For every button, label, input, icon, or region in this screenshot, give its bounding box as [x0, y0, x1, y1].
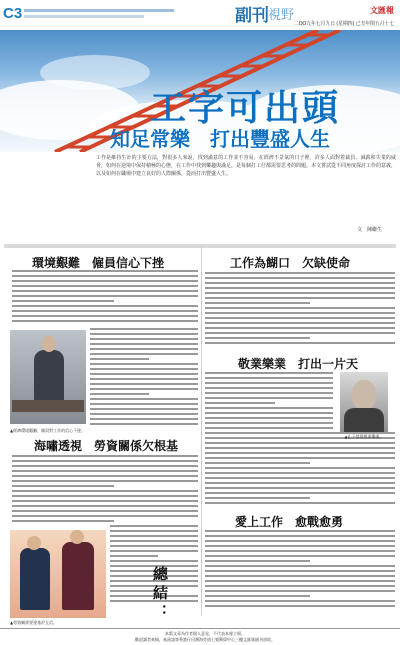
robe	[344, 408, 384, 432]
text-line	[205, 442, 395, 444]
figure-head	[42, 336, 56, 352]
text-line	[205, 427, 333, 429]
text-line	[205, 477, 395, 479]
footer-note: 歡迎讀者來稿，來函請寄香港仔田灣海旁道七號興偉中心三樓文匯報副刊部收。	[135, 637, 275, 642]
figure	[62, 542, 94, 610]
issue-date: 二OO九年七月九日 (星期四) 已丑年閏五月十七	[293, 21, 394, 27]
text-line	[90, 348, 198, 350]
text-line	[205, 297, 395, 299]
text-line	[205, 272, 395, 274]
subheadline: 知足常樂 打出豐盛人生	[110, 127, 330, 151]
article-body	[12, 270, 198, 328]
text-line	[90, 398, 198, 400]
text-line	[110, 560, 198, 562]
figure	[34, 350, 64, 404]
text-line	[12, 275, 198, 277]
text-line	[12, 465, 198, 467]
text-line	[90, 393, 149, 395]
section-heading: 敬業樂業 打出一片天	[238, 357, 359, 371]
intro-paragraph: 工作是維持生計的主要方法，對很多人來說，找到滿意的工作並不容易。在經濟不景氣的日子裡，許多人面對着裁員、減薪和失業的威脅，如何在逆境中保持積極的心態，在工作中找到樂趣與滿足，是每個打工仔都需要思考的問題。本文嘗試從不同角度探討工作的意義，以及如何在職場中建立良好的人際關係，從而打出豐盛人生。	[96, 155, 396, 177]
header-rule	[24, 15, 144, 18]
text-line	[205, 570, 395, 572]
article-body	[205, 432, 395, 510]
text-line	[205, 277, 395, 279]
hero-banner	[0, 30, 400, 152]
text-line	[205, 397, 333, 399]
text-line	[90, 333, 198, 335]
section-heading: 海嘯透視 勞資關係欠根基	[34, 439, 179, 453]
text-line	[12, 455, 198, 457]
text-line	[90, 408, 198, 410]
text-line	[205, 472, 395, 474]
byline: 文 陳繼生	[356, 227, 382, 233]
text-line	[205, 492, 395, 494]
text-line	[12, 490, 198, 492]
text-line	[205, 575, 395, 577]
section-heading: 工作為餬口 欠缺使命	[230, 256, 351, 270]
text-line	[205, 317, 395, 319]
text-line	[205, 550, 395, 552]
text-line	[12, 500, 198, 502]
text-line	[12, 270, 198, 272]
figure	[20, 548, 50, 610]
section-divider-bar	[4, 244, 396, 248]
text-line	[90, 373, 198, 375]
section-subtitle: 視野	[268, 8, 295, 23]
text-line	[12, 495, 198, 497]
text-line	[12, 300, 114, 302]
text-line	[90, 328, 198, 330]
photo-caption: ▲孔子提倡敬業樂業。	[344, 434, 384, 439]
text-line	[205, 595, 310, 597]
text-line	[205, 590, 395, 592]
photo-caption: ▲經濟環境艱難，僱員對工作的信心下挫。	[10, 428, 86, 433]
text-line	[205, 342, 395, 344]
text-line	[205, 412, 333, 414]
text-line	[110, 545, 198, 547]
article-body	[205, 530, 395, 610]
header-rule	[24, 9, 174, 12]
text-line	[110, 555, 158, 557]
text-line	[205, 287, 395, 289]
text-line	[12, 315, 198, 317]
footer	[0, 628, 400, 645]
text-line	[205, 392, 333, 394]
text-line	[205, 555, 395, 557]
text-line	[12, 520, 114, 522]
text-line	[205, 402, 275, 404]
article-body	[205, 272, 395, 350]
article-body	[205, 372, 333, 432]
text-line	[205, 540, 395, 542]
text-line	[205, 502, 395, 504]
text-line	[90, 413, 198, 415]
page-number: C3	[3, 5, 23, 22]
text-line	[12, 510, 198, 512]
figure-head	[70, 530, 84, 544]
text-line	[90, 353, 198, 355]
text-line	[12, 280, 198, 282]
section-title: 副刊	[235, 6, 269, 26]
text-line	[90, 383, 198, 385]
text-line	[205, 302, 310, 304]
text-line	[90, 378, 198, 380]
text-line	[90, 363, 198, 365]
text-line	[205, 452, 395, 454]
text-line	[12, 470, 198, 472]
text-line	[110, 540, 198, 542]
text-line	[205, 322, 395, 324]
text-line	[205, 407, 333, 409]
text-line	[205, 387, 333, 389]
text-line	[110, 530, 198, 532]
text-line	[205, 457, 395, 459]
text-line	[12, 290, 198, 292]
text-line	[205, 545, 395, 547]
masthead	[0, 0, 400, 30]
text-line	[205, 447, 395, 449]
text-line	[205, 487, 395, 489]
text-line	[205, 307, 395, 309]
text-line	[205, 605, 395, 607]
desk	[12, 400, 84, 412]
photo-caption: ▲勞資關係要建基於互信。	[10, 620, 58, 625]
text-line	[205, 372, 333, 374]
text-line	[12, 480, 198, 482]
text-line	[205, 600, 395, 602]
text-line	[205, 337, 310, 339]
figure-head	[27, 536, 41, 550]
footer-note: 本版文章為作者個人意見，不代表本報立場。	[165, 631, 245, 636]
text-line	[90, 423, 198, 425]
text-line	[12, 485, 114, 487]
text-line	[12, 310, 198, 312]
text-line	[205, 467, 395, 469]
text-line	[205, 382, 333, 384]
text-line	[110, 550, 198, 552]
text-line	[12, 295, 198, 297]
text-line	[205, 327, 395, 329]
text-line	[205, 535, 395, 537]
summary-label: 總結：	[151, 566, 169, 623]
column-divider	[201, 246, 202, 616]
text-line	[205, 482, 395, 484]
text-line	[205, 332, 395, 334]
text-line	[205, 497, 310, 499]
text-line	[205, 292, 395, 294]
office-worker-photo	[10, 330, 86, 424]
article-body	[12, 455, 198, 525]
paper-logo: 文匯報	[370, 5, 394, 15]
text-line	[205, 417, 333, 419]
text-line	[12, 305, 198, 307]
text-line	[90, 418, 198, 420]
article-body	[90, 328, 198, 428]
text-line	[205, 530, 395, 532]
text-line	[90, 343, 198, 345]
text-line	[12, 475, 198, 477]
text-line	[110, 535, 198, 537]
text-line	[205, 312, 395, 314]
face	[352, 380, 376, 410]
text-line	[12, 320, 198, 322]
text-line	[90, 338, 198, 340]
text-line	[205, 585, 395, 587]
text-line	[205, 462, 310, 464]
headline: 工字可出頭	[150, 88, 341, 129]
text-line	[205, 560, 310, 562]
portrait-photo	[340, 372, 388, 432]
text-line	[205, 377, 333, 379]
text-line	[90, 368, 198, 370]
text-line	[12, 515, 198, 517]
section-heading: 環境艱難 僱員信心下挫	[32, 256, 165, 270]
text-line	[205, 422, 333, 424]
section-heading: 愛上工作 愈戰愈勇	[235, 515, 344, 529]
text-line	[12, 505, 198, 507]
handshake-photo	[10, 530, 106, 618]
text-line	[90, 403, 198, 405]
text-line	[110, 525, 198, 527]
text-line	[90, 358, 149, 360]
text-line	[90, 388, 198, 390]
text-line	[12, 460, 198, 462]
text-line	[205, 282, 395, 284]
text-line	[205, 580, 395, 582]
text-line	[12, 285, 198, 287]
text-line	[205, 565, 395, 567]
